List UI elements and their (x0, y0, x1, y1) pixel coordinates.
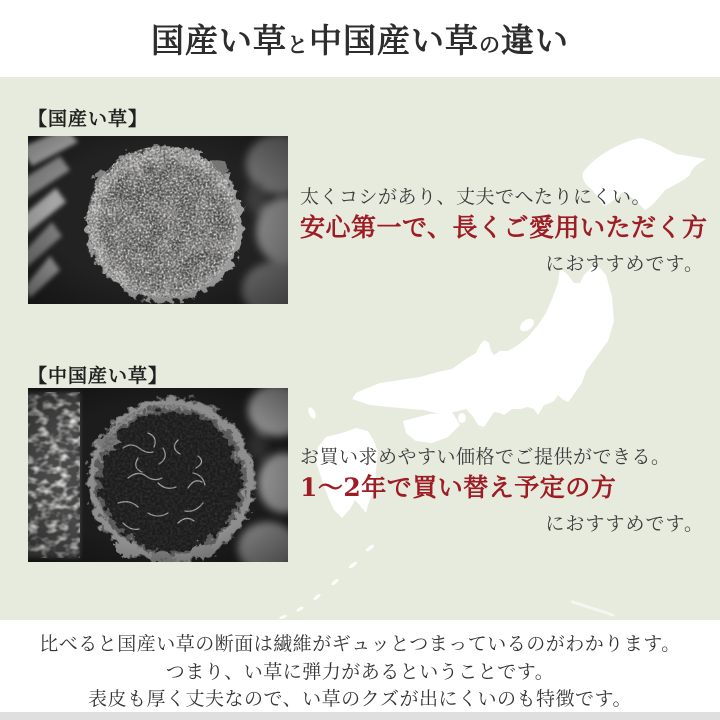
domestic-line1: 太くコシがあり、丈夫でへたりにくい。 (300, 186, 652, 208)
bottom-edge-strip (0, 712, 720, 720)
section-label-chinese: 【中国産い草】 (28, 365, 169, 387)
footer-note (0, 620, 720, 720)
footer-line-3: 表皮も厚く丈夫なので、い草のクズが出にくいのも特徴です。 (88, 688, 632, 710)
chinese-igusa-sem-image (28, 388, 288, 562)
chinese-line3: におすすめです。 (545, 513, 704, 535)
chinese-line1: お買い求めやすい価格でご提供ができる。 (300, 446, 671, 468)
section-label-domestic: 【国産い草】 (28, 108, 149, 130)
footer-line-2: つまり、い草に弾力があるということです。 (165, 660, 555, 683)
domestic-igusa-sem-image (28, 136, 288, 304)
title-part-difference: 違い (501, 21, 569, 60)
title-particle-no: の (479, 32, 501, 57)
header (0, 0, 720, 77)
comparison-panel (0, 77, 720, 620)
title-particle-to: と (287, 32, 309, 57)
domestic-description (300, 185, 708, 276)
footer-line-1: 比べると国産い草の断面は繊維がギュッとつまっているのがわかります。 (39, 633, 681, 655)
title-part-domestic: 国産い草 (151, 21, 287, 60)
domestic-line3: におすすめです。 (545, 253, 704, 275)
chinese-highlight: 1〜2年で買い替え予定の方 (300, 473, 617, 502)
page-title (151, 15, 569, 62)
title-part-chinese: 中国産い草 (309, 21, 479, 60)
domestic-highlight: 安心第一で、長くご愛用いただく方 (300, 213, 708, 242)
chinese-description (300, 445, 704, 536)
